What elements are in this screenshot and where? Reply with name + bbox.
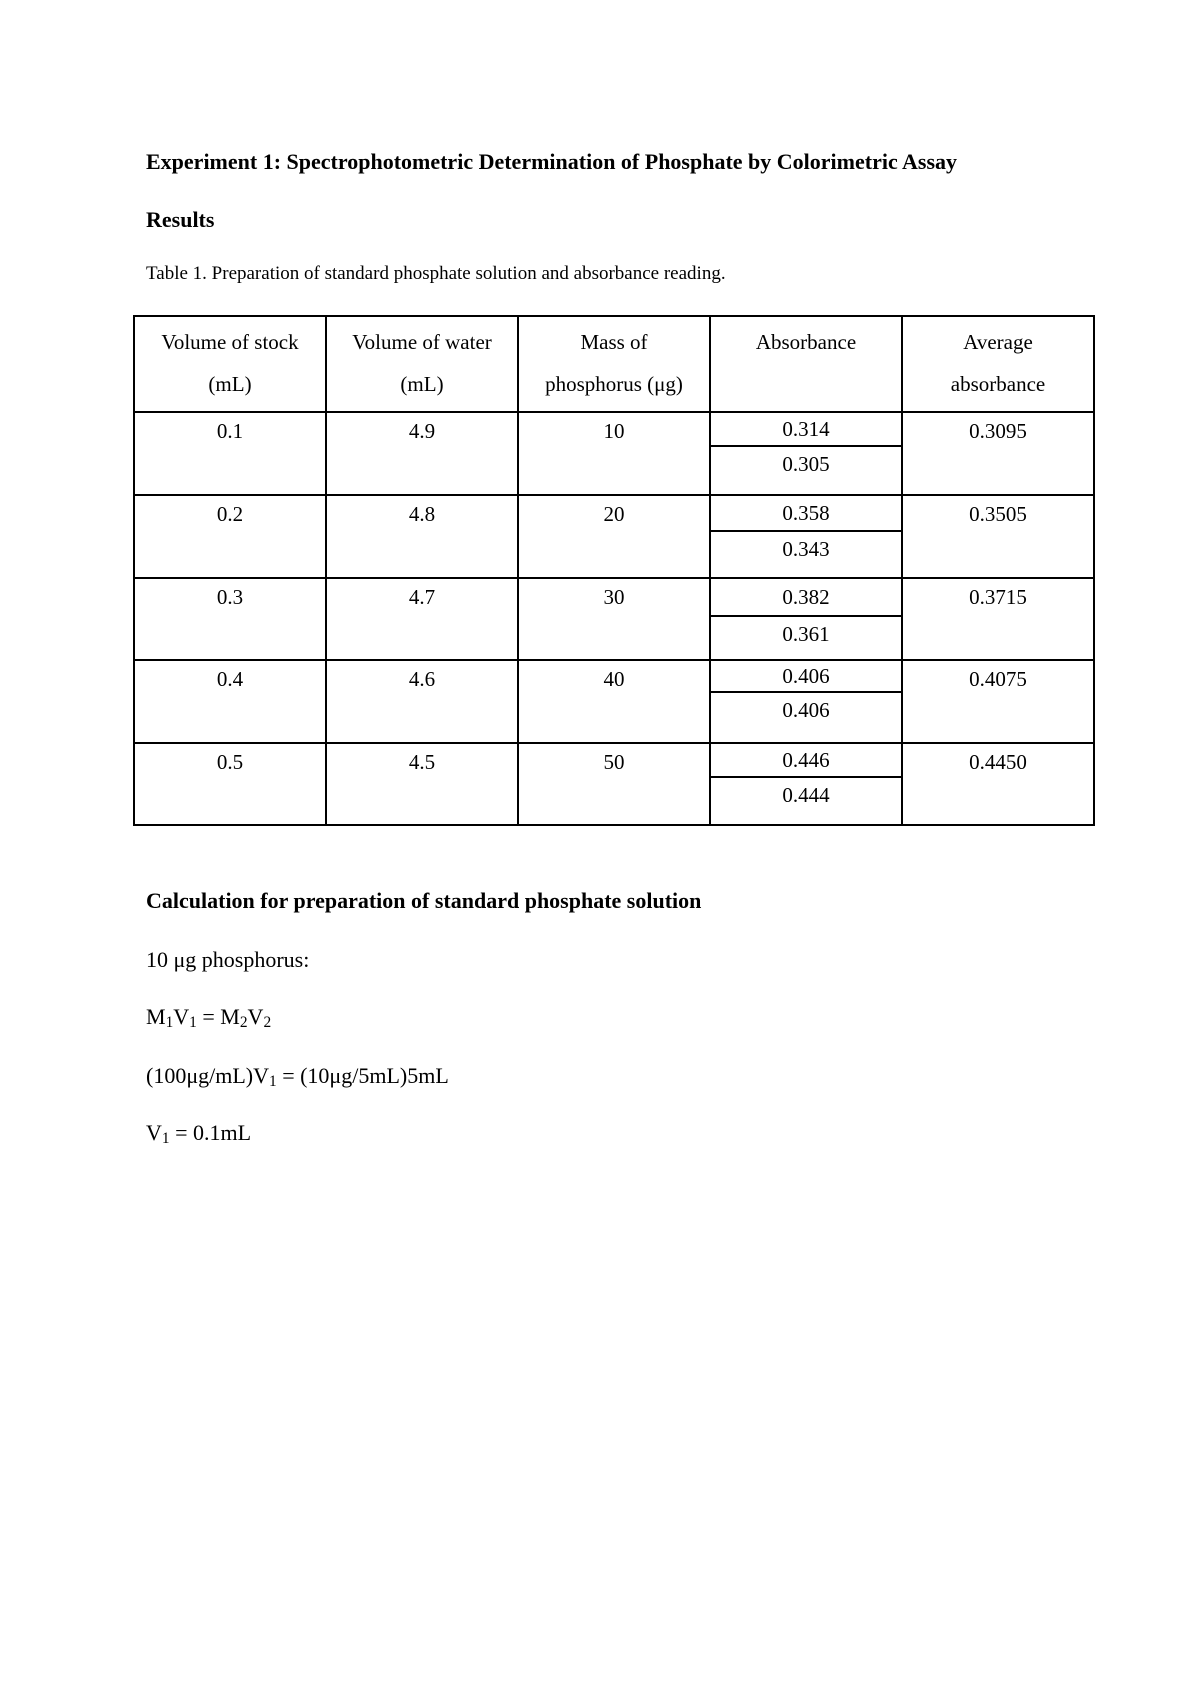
- calc-line-phosphorus: 10 μg phosphorus:: [146, 947, 310, 972]
- cell-mass: 10: [518, 412, 710, 495]
- cell-average: 0.3505: [902, 495, 1094, 578]
- cell-stock: 0.4: [134, 660, 326, 743]
- cell-stock: 0.1: [134, 412, 326, 495]
- cell-absorbance-1: 0.358: [711, 496, 901, 532]
- cell-mass: 50: [518, 743, 710, 825]
- cell-absorbance-1: 0.446: [711, 744, 901, 778]
- cell-water: 4.9: [326, 412, 518, 495]
- header-volume-water: Volume of water (mL): [326, 316, 518, 412]
- standard-phosphate-table: [133, 315, 1095, 826]
- cell-water: 4.8: [326, 495, 518, 578]
- results-heading: Results: [146, 207, 215, 232]
- cell-absorbance-group: [710, 495, 902, 578]
- cell-mass: 20: [518, 495, 710, 578]
- table-row: [134, 412, 1094, 495]
- calculation-heading: Calculation for preparation of standard phosphate solution: [146, 888, 702, 913]
- cell-stock: 0.3: [134, 578, 326, 660]
- header-average-absorbance: Average absorbance: [902, 316, 1094, 412]
- cell-absorbance-2: 0.305: [782, 452, 830, 476]
- calc-equation-dilution: $M_1V_1 = M_2V_2$: [146, 1004, 272, 1031]
- header-absorbance: Absorbance: [710, 316, 902, 412]
- header-mass-phosphorus: Mass of phosphorus (μg): [518, 316, 710, 412]
- cell-water: 4.6: [326, 660, 518, 743]
- cell-average: 0.3095: [902, 412, 1094, 495]
- table-caption: Table 1. Preparation of standard phosphate solution and absorbance reading.: [146, 263, 726, 284]
- cell-mass: 30: [518, 578, 710, 660]
- cell-mass: 40: [518, 660, 710, 743]
- cell-absorbance-2: 0.444: [782, 783, 830, 807]
- cell-water: 4.5: [326, 743, 518, 825]
- header-volume-stock: Volume of stock (mL): [134, 316, 326, 412]
- table-row: [134, 578, 1094, 660]
- cell-average: 0.4450: [902, 743, 1094, 825]
- calc-equation-substitution: $(100\mu g/mL)V_1 = (10\mu g/5mL)5mL$: [146, 1063, 449, 1090]
- table-row: [134, 743, 1094, 825]
- cell-absorbance-2: 0.343: [782, 537, 830, 561]
- cell-absorbance-1: 0.382: [711, 579, 901, 617]
- document-title: Experiment 1: Spectrophotometric Determination of Phosphate by Colorimetric Assay: [146, 149, 958, 174]
- cell-stock: 0.2: [134, 495, 326, 578]
- calc-equation-result: $V_1 = 0.1mL$: [146, 1120, 252, 1147]
- cell-absorbance-group: [710, 412, 902, 495]
- cell-absorbance-2: 0.361: [782, 622, 830, 646]
- cell-absorbance-2: 0.406: [782, 698, 830, 722]
- cell-absorbance-1: 0.314: [711, 413, 901, 447]
- cell-water: 4.7: [326, 578, 518, 660]
- table-row: [134, 495, 1094, 578]
- table-row: [134, 660, 1094, 743]
- cell-absorbance-group: [710, 743, 902, 825]
- cell-average: 0.4075: [902, 660, 1094, 743]
- cell-average: 0.3715: [902, 578, 1094, 660]
- table-header-row: [134, 316, 1094, 412]
- cell-absorbance-group: [710, 660, 902, 743]
- cell-absorbance-group: [710, 578, 902, 660]
- cell-absorbance-1: 0.406: [711, 661, 901, 693]
- cell-stock: 0.5: [134, 743, 326, 825]
